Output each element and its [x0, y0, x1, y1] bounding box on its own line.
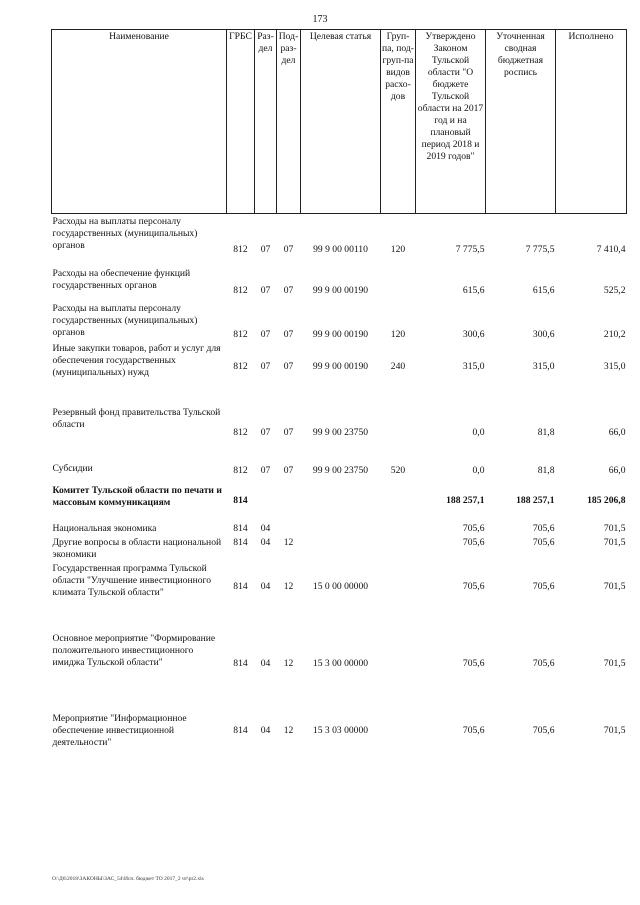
row-vr: [381, 535, 416, 561]
row-csr: 15 0 00 00000: [312, 580, 369, 592]
row-csr: [301, 477, 381, 521]
col-header-group: Груп-па, под-груп-па видов расхо-дов: [381, 30, 416, 214]
row-executed: 7 410,4: [596, 243, 626, 255]
row-rz: 04: [260, 580, 271, 592]
row-vr: 520: [390, 464, 406, 476]
row-refined: 81,8: [537, 464, 555, 476]
row-approved: 0,0: [472, 426, 485, 438]
row-grbs: 814: [233, 522, 248, 534]
row-approved: 705,6: [462, 724, 485, 736]
col-header-refined: Уточненная сводная бюджетная роспись: [486, 30, 556, 214]
row-rz: 07: [260, 284, 271, 296]
table-row: [52, 439, 627, 477]
row-name: Национальная экономика: [52, 522, 157, 534]
row-vr: 120: [390, 328, 406, 340]
row-grbs: 812: [233, 426, 248, 438]
table-row: [52, 625, 627, 701]
row-pr: 12: [283, 536, 294, 548]
row-executed: 210,2: [603, 328, 626, 340]
row-executed: 66,0: [608, 426, 626, 438]
row-grbs: 812: [233, 284, 248, 296]
row-approved: 315,0: [462, 360, 485, 372]
row-name: Резервный фонд правительства Тульской области: [52, 406, 221, 430]
row-name: Другие вопросы в области национальной экономики: [52, 536, 222, 560]
row-grbs: 812: [233, 328, 248, 340]
row-executed: 701,5: [603, 657, 626, 669]
row-approved: 705,6: [462, 580, 485, 592]
row-approved: 188 257,1: [446, 494, 485, 506]
row-name: Расходы на обеспечение функций государственных органов: [52, 267, 191, 291]
row-grbs: 814: [233, 580, 248, 592]
row-approved: 705,6: [462, 522, 485, 534]
row-refined: 315,0: [532, 360, 555, 372]
header-row: [52, 30, 627, 214]
table-row-section: [52, 477, 627, 521]
row-approved: 615,6: [462, 284, 485, 296]
row-vr: [381, 521, 416, 535]
row-pr: [277, 477, 301, 521]
row-vr: [381, 393, 416, 439]
col-header-grbs: ГРБС: [227, 30, 255, 214]
row-executed: 525,2: [603, 284, 626, 296]
row-executed: 701,5: [603, 724, 626, 736]
col-header-razdel: Раз-дел: [255, 30, 277, 214]
row-name: Основное мероприятие "Формирование положительного инвестиционного имиджа Тульской области": [52, 632, 216, 668]
row-refined: 615,6: [532, 284, 555, 296]
row-pr: 12: [283, 580, 294, 592]
budget-table: [51, 29, 627, 757]
row-rz: 07: [260, 464, 271, 476]
row-grbs: 812: [233, 360, 248, 372]
row-approved: 300,6: [462, 328, 485, 340]
table-row: [52, 393, 627, 439]
row-grbs: 814: [233, 657, 248, 669]
row-refined: 188 257,1: [516, 494, 555, 506]
row-pr: 07: [283, 243, 294, 255]
row-vr: 240: [390, 360, 406, 372]
col-header-name: Наименование: [52, 30, 227, 214]
col-header-executed: Исполнено: [556, 30, 627, 214]
row-rz: 07: [260, 328, 271, 340]
row-vr: [381, 561, 416, 625]
row-name: Мероприятие "Информационное обеспечение инвестиционной деятельности": [52, 712, 187, 748]
row-grbs: 814: [233, 724, 248, 736]
col-header-approved: Утверждено Законом Тульской области "О бюджете Тульской области на 2017 год и на плановый период 2018 и 2019 годов": [416, 30, 486, 214]
row-name: Государственная программа Тульской области "Улучшение инвестиционного климата Тульской области": [52, 562, 212, 598]
table-row: [52, 701, 627, 757]
row-rz: 04: [260, 522, 271, 534]
row-pr: 12: [283, 657, 294, 669]
row-rz: [255, 477, 277, 521]
row-grbs: 814: [233, 536, 248, 548]
table-row: [52, 341, 627, 393]
row-name: Иные закупки товаров, работ и услуг для обеспечения государственных (муниципальных) нужд: [52, 342, 221, 378]
table-row: [52, 521, 627, 535]
row-refined: 7 775,5: [525, 243, 555, 255]
table-row: [52, 297, 627, 341]
row-grbs: 814: [233, 494, 248, 506]
row-rz: 04: [260, 657, 271, 669]
row-csr: [301, 521, 381, 535]
row-refined: 705,6: [532, 580, 555, 592]
row-pr: 07: [283, 464, 294, 476]
row-refined: 705,6: [532, 536, 555, 548]
row-approved: 705,6: [462, 536, 485, 548]
row-grbs: 812: [233, 243, 248, 255]
row-csr: 99 9 00 00110: [313, 243, 368, 255]
row-pr: 07: [283, 426, 294, 438]
table-row: [52, 535, 627, 561]
row-rz: 04: [260, 724, 271, 736]
row-rz: 07: [260, 426, 271, 438]
footer-file-path: O:\Д6\2018\ЗАКОНЫ\ЗАС_54\Исп. бюджет ТО 2017_2 чт\pr2.xls: [52, 876, 204, 882]
row-rz: 07: [260, 360, 271, 372]
row-pr: 07: [283, 328, 294, 340]
row-refined: 300,6: [532, 328, 555, 340]
row-csr: 15 3 00 00000: [312, 657, 369, 669]
row-executed: 701,5: [603, 580, 626, 592]
row-rz: 04: [260, 536, 271, 548]
row-csr: [301, 535, 381, 561]
row-vr: [381, 256, 416, 297]
row-vr: [381, 701, 416, 757]
row-pr: 12: [283, 724, 294, 736]
row-name: Субсидии: [52, 462, 93, 474]
row-csr: 99 9 00 23750: [312, 464, 369, 476]
row-vr: [381, 477, 416, 521]
row-executed: 66,0: [608, 464, 626, 476]
row-pr: 07: [283, 360, 294, 372]
row-rz: 07: [260, 243, 271, 255]
row-name: Расходы на выплаты персоналу государственных (муниципальных) органов: [52, 216, 198, 251]
row-csr: 99 9 00 00190: [312, 328, 369, 340]
row-refined: 81,8: [537, 426, 555, 438]
row-refined: 705,6: [532, 724, 555, 736]
row-approved: 705,6: [462, 657, 485, 669]
row-executed: 315,0: [603, 360, 626, 372]
table-row: [52, 561, 627, 625]
row-refined: 705,6: [532, 657, 555, 669]
row-pr: [277, 521, 301, 535]
row-approved: 7 775,5: [455, 243, 485, 255]
row-executed: 701,5: [603, 536, 626, 548]
row-executed: 701,5: [603, 522, 626, 534]
row-approved: 0,0: [472, 464, 485, 476]
page-number: 173: [312, 14, 328, 25]
row-vr: [381, 625, 416, 701]
row-name: Комитет Тульской области по печати и массовым коммуникациям: [52, 484, 222, 508]
row-grbs: 812: [233, 464, 248, 476]
row-vr: 120: [390, 243, 406, 255]
row-pr: 07: [283, 284, 294, 296]
row-name: Расходы на выплаты персоналу государственных (муниципальных) органов: [52, 302, 198, 338]
row-csr: 15 3 03 00000: [312, 724, 369, 736]
row-refined: 705,6: [532, 522, 555, 534]
table-row: [52, 256, 627, 297]
table-row: [52, 214, 627, 256]
row-executed: 185 206,8: [587, 494, 626, 506]
row-csr: 99 9 00 00190: [312, 284, 369, 296]
row-csr: 99 9 00 23750: [312, 426, 369, 438]
row-csr: 99 9 00 00190: [312, 360, 369, 372]
col-header-target: Целевая статья: [301, 30, 381, 214]
col-header-podrazdel: Под-раз-дел: [277, 30, 301, 214]
